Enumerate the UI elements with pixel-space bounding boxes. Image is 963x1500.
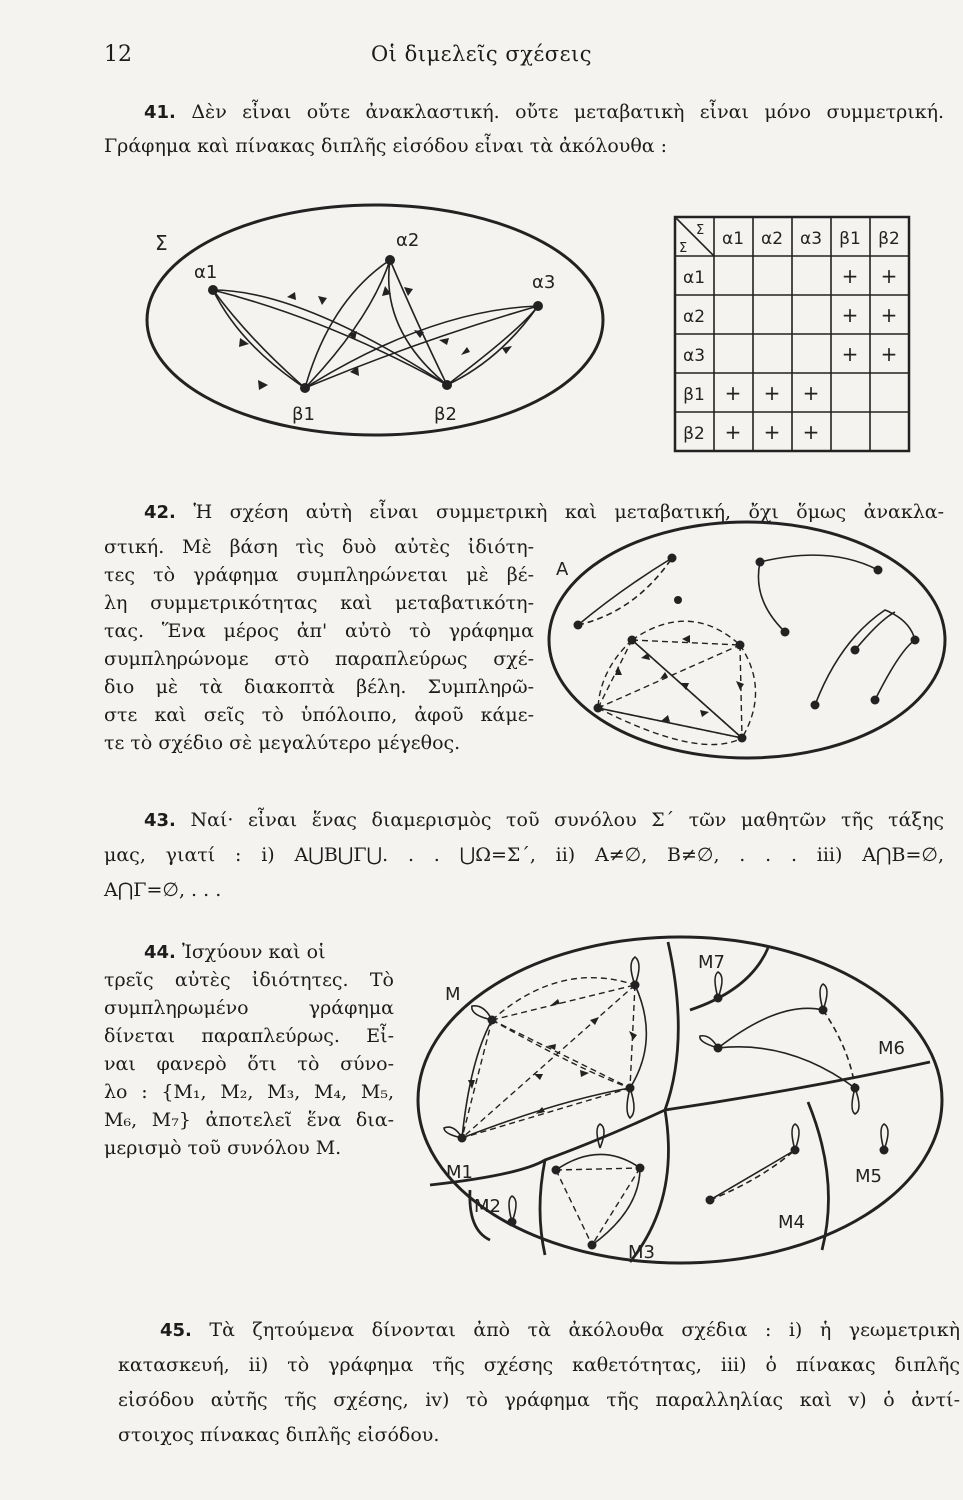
ex41-line-1 xyxy=(144,100,944,125)
ex44-line-1 xyxy=(144,940,326,965)
ex43-text-1: Ναί· εἶναι ἕνας διαμερισμὸς τοῦ συνόλου Σ΄ τῶν μαθητῶν τῆς τάξης xyxy=(190,809,945,831)
fig41-graph xyxy=(140,195,620,440)
region-label-m4: M4 xyxy=(778,1212,805,1233)
ex43-line-3: A⋂Γ=∅, . . . xyxy=(104,879,222,901)
fig42-set-ellipse xyxy=(549,522,945,758)
ex45-text-1: Τὰ ζητούμενα δίνονται ἀπὸ τὰ ἀκόλουθα σχέδια : i) ἡ γεωμετρικὴ xyxy=(209,1319,960,1341)
ex42-line-2: στική. Μὲ βάση τὶς δυὸ αὐτὲς ἰδιότη- xyxy=(104,536,534,558)
ex44-number: 44. xyxy=(144,942,176,963)
ex44-line-5: ναι φανερὸ ὅτι τὸ σύνο- xyxy=(104,1053,394,1075)
table-row-label-a3: α3 xyxy=(682,346,706,366)
ex44-line-3: συμπληρωμένο γράφημα xyxy=(104,997,394,1019)
table-col-b2: β2 xyxy=(878,229,900,249)
ex42-number: 42. xyxy=(144,502,176,523)
region-label-m5: M5 xyxy=(855,1166,882,1187)
ex41-line-2: Γράφημα καὶ πίνακας διπλῆς εἰσόδου εἶναι τὰ ἀκόλουθα : xyxy=(104,135,668,157)
table-cell: + xyxy=(802,381,820,405)
table-cell: + xyxy=(880,303,898,327)
table-row-label-b1: β1 xyxy=(683,385,705,405)
fig41-table xyxy=(670,212,915,457)
region-label-m7: M7 xyxy=(698,952,725,973)
ex42-line-8: στε καὶ σεῖς τὸ ὑπόλοιπο, ἀφοῦ κάμε- xyxy=(104,704,534,726)
ex42-line-6: συμπληρώνομε στὸ παραπλεύρως σχέ- xyxy=(104,648,534,670)
table-cell: + xyxy=(802,420,820,444)
fig41-node-a2: α2 xyxy=(396,230,420,251)
table-cell: + xyxy=(763,420,781,444)
table-cell: + xyxy=(880,264,898,288)
region-label-m3: M3 xyxy=(628,1242,655,1263)
ex43-number: 43. xyxy=(144,810,176,831)
table-corner-left: Σ xyxy=(679,241,688,256)
region-label-m6: M6 xyxy=(878,1038,905,1059)
ex45-line-2: κατασκευή, ii) τὸ γράφημα τῆς σχέσης καθετότητας, iii) ὁ πίνακας διπλῆς xyxy=(118,1354,960,1376)
table-cell: + xyxy=(841,303,859,327)
ex44-line-4: δίνεται παραπλεύρως. Εἶ- xyxy=(104,1025,394,1047)
ex44-line-7: M₆, M₇} ἀποτελεῖ ἕνα δια- xyxy=(104,1109,394,1131)
table-cell: + xyxy=(763,381,781,405)
fig41-node-a1: α1 xyxy=(194,262,218,283)
ex45-line-4: στοιχος πίνακας διπλῆς εἰσόδου. xyxy=(118,1424,440,1446)
running-title: Οἱ διμελεῖς σχέσεις xyxy=(370,42,593,66)
fig41-node-b2: β2 xyxy=(434,404,457,425)
ex44-line-2: τρεῖς αὐτὲς ἰδιότητες. Τὸ xyxy=(104,969,394,991)
fig44-partition-graph xyxy=(405,928,945,1278)
ex44-line-8: μερισμὸ τοῦ συνόλου M. xyxy=(104,1137,342,1159)
fig41-set-ellipse xyxy=(147,205,603,435)
table-row-label-b2: β2 xyxy=(683,424,705,444)
table-col-b1: β1 xyxy=(839,229,861,249)
fig44-set-label: M xyxy=(445,984,461,1005)
ex41-text-1: Δὲν εἶναι οὔτε ἀνακλαστική. οὔτε μεταβατικὴ εἶναι μόνο συμμετρική. xyxy=(191,101,944,123)
region-label-m1: M1 xyxy=(446,1162,473,1183)
table-col-a3: α3 xyxy=(799,229,823,249)
ex41-number: 41. xyxy=(144,102,176,123)
ex42-line-7: διο μὲ τὰ διακοπτὰ βέλη. Συμπληρῶ- xyxy=(104,676,534,698)
region-label-m2: M2 xyxy=(474,1196,501,1217)
table-cell: + xyxy=(724,381,742,405)
table-row-label-a2: α2 xyxy=(682,307,706,327)
table-corner-top: Σ xyxy=(696,223,705,238)
fig42-graph xyxy=(538,520,958,765)
ex42-line-5: τας. Ἕνα μέρος ἀπ' αὐτὸ τὸ γράφημα xyxy=(104,620,534,642)
fig41-set-label: Σ xyxy=(155,231,168,255)
ex45-line-3: εἰσόδου αὐτῆς τῆς σχέσης, iv) τὸ γράφημα τῆς παραλληλίας καὶ v) ὁ ἀντί- xyxy=(118,1389,960,1411)
ex44-line-6: λο : {M₁, M₂, M₃, M₄, M₅, xyxy=(104,1081,394,1103)
ex42-text-1: Ἡ σχέση αὐτὴ εἶναι συμμετρικὴ καὶ μεταβατική, ὄχι ὅμως ἀνακλα- xyxy=(193,501,945,523)
table-cell: + xyxy=(724,420,742,444)
ex43-line-2: μας, γιατί : i) A⋃B⋃Γ⋃. . . ⋃Ω=Σ΄, ii) A≠∅, B≠∅, . . . iii) A⋂B=∅, xyxy=(104,844,944,866)
ex45-number: 45. xyxy=(160,1320,192,1341)
ex42-line-4: λη συμμετρικότητας καὶ μεταβατικότη- xyxy=(104,592,534,614)
fig41-node-a3: α3 xyxy=(532,272,556,293)
ex43-line-1 xyxy=(144,808,944,833)
table-col-a1: α1 xyxy=(721,229,745,249)
ex42-line-3: τες τὸ γράφημα συμπληρώνεται μὲ βέ- xyxy=(104,564,534,586)
ex45-line-1 xyxy=(160,1318,960,1343)
page-number: 12 xyxy=(104,42,132,67)
table-cell: + xyxy=(841,342,859,366)
table-cell: + xyxy=(880,342,898,366)
table-col-a2: α2 xyxy=(760,229,784,249)
table-row-label-a1: α1 xyxy=(682,268,706,288)
ex42-line-9: τε τὸ σχέδιο σὲ μεγαλύτερο μέγεθος. xyxy=(104,732,461,754)
ex44-text-1: Ἰσχύουν καὶ οἱ xyxy=(181,941,326,963)
fig42-set-label: A xyxy=(556,559,569,580)
table-cell: + xyxy=(841,264,859,288)
fig41-node-b1: β1 xyxy=(292,404,315,425)
